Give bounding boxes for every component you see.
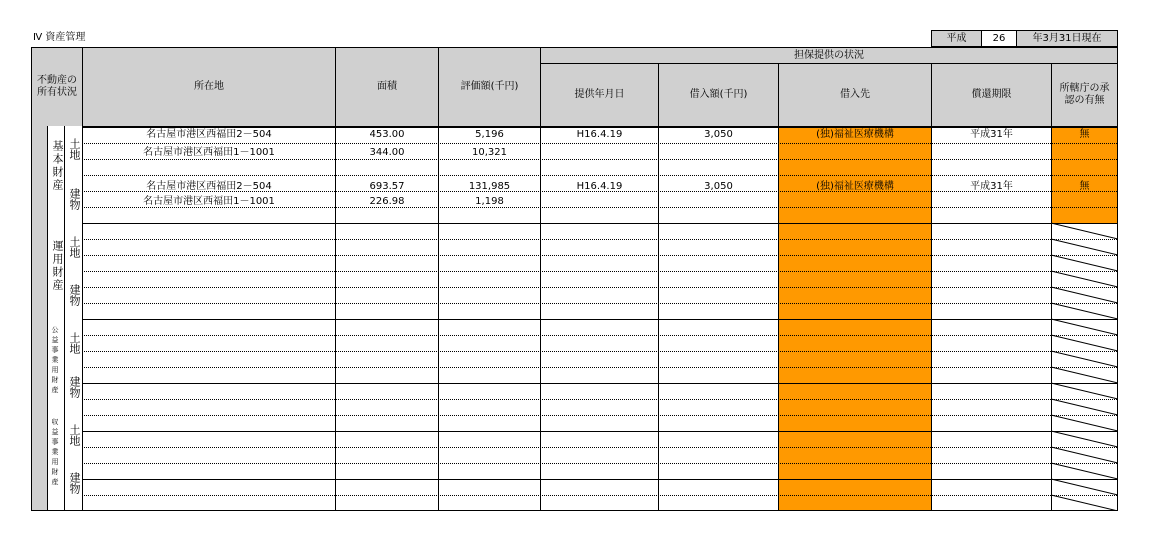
header-lender-label: 借入先	[840, 89, 870, 100]
row-location: 名古屋市港区西福田2－504	[146, 181, 272, 192]
row-area: 693.57	[369, 181, 405, 192]
as-of-year: 26	[981, 30, 1017, 47]
row-date: H16.4.19	[576, 181, 623, 192]
diagonal-hatch	[1051, 223, 1118, 239]
header-collateral-label: 担保提供の状況	[794, 49, 864, 61]
row-approval: 無	[1079, 129, 1090, 140]
diagonal-hatch	[1051, 351, 1118, 367]
header-location-label: 所在地	[194, 81, 224, 92]
diagonal-hatch	[1051, 271, 1118, 287]
header-value-label: 評価額(千円)	[460, 81, 519, 92]
header-loan	[658, 63, 779, 127]
row-lender: (独)福祉医療機構	[816, 181, 894, 192]
header-status-label: 不動産の所有状況	[37, 75, 77, 98]
category-label: 収益事業用財産	[51, 418, 59, 488]
header-location	[82, 47, 336, 127]
diagonal-hatch	[1051, 495, 1118, 511]
row-area: 453.00	[369, 129, 405, 140]
as-of-suffix: 年3月31日現在	[1016, 30, 1118, 47]
diagonal-hatch	[1051, 367, 1118, 383]
row-value: 1,198	[475, 196, 504, 207]
header-date	[540, 63, 659, 127]
header-area	[335, 47, 439, 127]
category-label: 基本財産	[51, 140, 64, 192]
row-term: 平成31年	[970, 129, 1013, 140]
header-approval	[1051, 63, 1118, 127]
row-value: 10,321	[472, 147, 507, 158]
header-term	[931, 63, 1052, 127]
header-value	[438, 47, 541, 127]
category-label: 運用財産	[51, 240, 64, 292]
type-label-land: 土地	[68, 332, 81, 354]
diagonal-hatch	[1051, 463, 1118, 479]
type-label-building: 建物	[68, 376, 81, 398]
header-status	[31, 47, 83, 127]
diagonal-hatch	[1051, 287, 1118, 303]
diagonal-hatch	[1051, 431, 1118, 447]
category-gutter	[31, 126, 48, 511]
row-lender: (独)福祉医療機構	[816, 129, 894, 140]
diagonal-hatch	[1051, 447, 1118, 463]
row-loan: 3,050	[704, 129, 733, 140]
row-area: 226.98	[369, 196, 405, 207]
type-label-land: 土地	[68, 236, 81, 258]
diagonal-hatch	[1051, 335, 1118, 351]
header-loan-label: 借入額(千円)	[689, 89, 748, 100]
row-date: H16.4.19	[576, 129, 623, 140]
diagonal-hatch	[1051, 383, 1118, 399]
diagonal-hatch	[1051, 319, 1118, 335]
header-area-label: 面積	[377, 81, 397, 92]
row-loan: 3,050	[704, 181, 733, 192]
diagonal-hatch	[1051, 239, 1118, 255]
type-label-building: 建物	[68, 284, 81, 306]
page-title: Ⅳ 資産管理	[33, 32, 86, 43]
row-value: 131,985	[468, 181, 511, 192]
header-date-label: 提供年月日	[574, 89, 625, 100]
header-approval-label: 所轄庁の承認の有無	[1059, 83, 1110, 106]
type-label-land: 土地	[68, 424, 81, 446]
row-area: 344.00	[369, 147, 405, 158]
type-column	[64, 126, 83, 511]
header-collateral-group	[540, 47, 1118, 64]
row-approval: 無	[1079, 181, 1090, 192]
header-term-label: 償還期限	[971, 89, 1012, 100]
type-label-building: 建物	[68, 188, 81, 210]
type-label-land: 土地	[68, 138, 81, 160]
diagonal-hatch	[1051, 399, 1118, 415]
row-location: 名古屋市港区西福田2－504	[146, 129, 272, 140]
type-label-building: 建物	[68, 472, 81, 494]
diagonal-hatch	[1051, 303, 1118, 319]
row-term: 平成31年	[970, 181, 1013, 192]
diagonal-hatch	[1051, 479, 1118, 495]
row-location: 名古屋市港区西福田1－1001	[143, 196, 275, 207]
as-of-era: 平成	[931, 30, 982, 47]
diagonal-hatch	[1051, 415, 1118, 431]
row-value: 5,196	[475, 129, 504, 140]
row-location: 名古屋市港区西福田1－1001	[143, 147, 275, 158]
category-label: 公益事業用財産	[51, 326, 59, 396]
header-lender	[778, 63, 932, 127]
diagonal-hatch	[1051, 255, 1118, 271]
